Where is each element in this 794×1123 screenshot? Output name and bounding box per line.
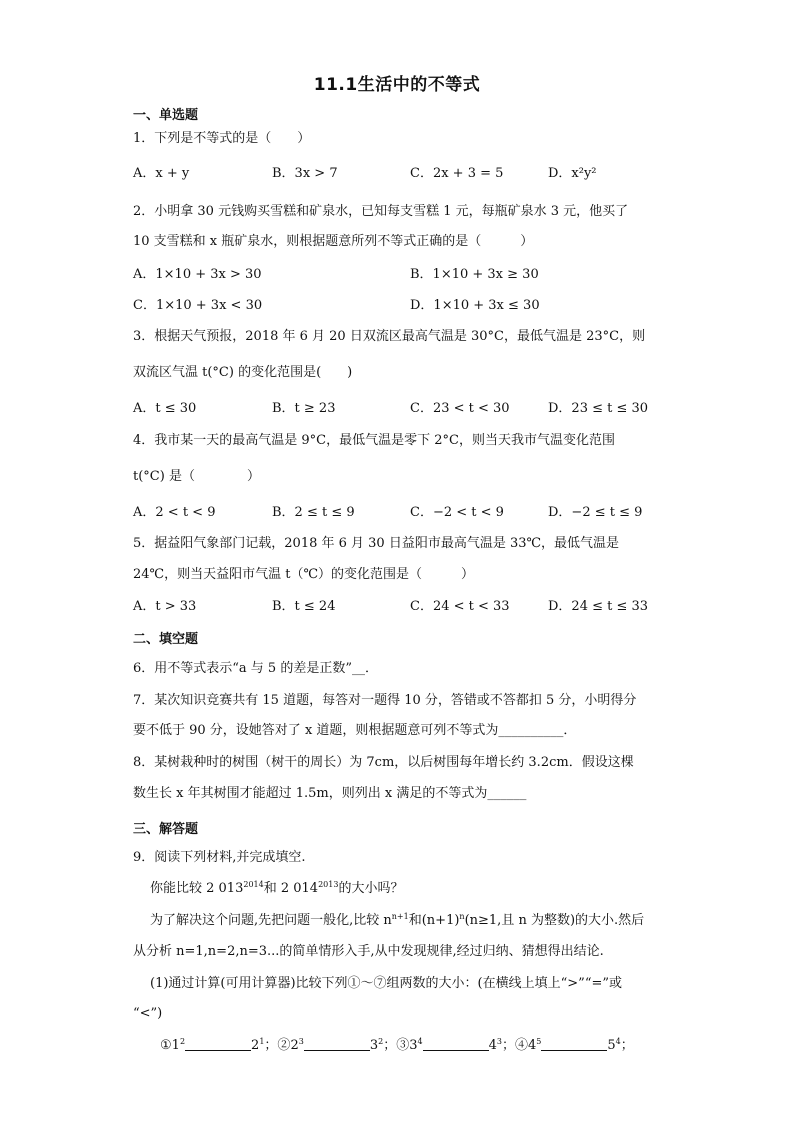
question-5-line-1: 5．据益阳气象部门记载，2018 年 6 月 30 日益阳市最高气温是 33℃，最低气温是 (133, 536, 620, 551)
question-9-line-5: (1)通过计算(可用计算器)比较下列①～⑦组两数的大小：(在横线上填上“>”“=”或 (150, 976, 622, 991)
question-2-option-b: B．1×10 + 3x ≥ 30 (410, 267, 539, 282)
question-2-line-1: 2．小明拿 30 元钱购买雪糕和矿泉水，已知每支雪糕 1 元，每瓶矿泉水 3 元，他买了 (133, 204, 629, 219)
question-1-option-c: C．2x + 3 = 5 (410, 166, 504, 181)
question-5-option-b: B．t ≤ 24 (272, 599, 336, 614)
question-6-line-1: 6．用不等式表示“a 与 5 的差是正数”__． (133, 661, 378, 676)
question-5-line-2: 24℃，则当天益阳市气温 t（℃）的变化范围是（ ） (133, 567, 474, 582)
comparison-pair-4: $④4^5$ $5^4$； (514, 1037, 634, 1053)
question-3-option-d: D．23 ≤ t ≤ 30 (548, 401, 649, 416)
question-2-option-a: A．1×10 + 3x > 30 (133, 267, 262, 282)
section-single-choice: 一、单选题 (133, 108, 199, 123)
question-9-line-2: 你能比较 2 $013^{2014}$和 2 $014^{2013}$的大小吗？ (150, 880, 404, 896)
question-2-line-2: 10 支雪糕和 x 瓶矿泉水，则根据题意所列不等式正确的是（ ） (133, 234, 534, 249)
question-3-line-2: 双流区气温 t(°C) 的变化范围是( ) (133, 365, 353, 380)
question-8-line-1: 8．某树栽种时的树围（树干的周长）为 7cm，以后树围每年增长约 3.2cm．假设这棵 (133, 755, 634, 770)
answer-blank[interactable] (185, 1038, 251, 1051)
question-9-line-3: 为了解决这个问题,先把问题一般化,比较 $n^{n+1}$和$(n+1)^n(n\ge 1$,且 n 为整数)的大小.然后 (150, 912, 645, 928)
question-4-line-2: t(°C) 是（ ） (133, 469, 260, 484)
question-7-line-2: 要不低于 90 分，设她答对了 x 道题，则根据题意可列不等式为__________． (133, 723, 577, 738)
answer-blank[interactable] (423, 1038, 489, 1051)
question-8-line-2: 数生长 x 年其树围才能超过 1.5m，则列出 x 满足的不等式为______ (133, 786, 527, 801)
question-1-stem: 1．下列是不等式的是（ ） (133, 131, 311, 146)
section-fill-in: 二、填空题 (133, 632, 199, 647)
question-7-line-1: 7．某次知识竞赛共有 15 道题，每答对一题得 10 分，答错或不答都扣 5 分，小明得分 (133, 693, 637, 708)
question-4-option-d: D．−2 ≤ t ≤ 9 (548, 505, 643, 520)
question-9-line-1: 9．阅读下列材料,并完成填空. (133, 850, 306, 865)
question-4-option-b: B．2 ≤ t ≤ 9 (272, 505, 355, 520)
question-3-option-c: C．23 < t < 30 (410, 401, 510, 416)
answer-blank[interactable] (541, 1038, 607, 1051)
question-4-option-c: C．−2 < t < 9 (410, 505, 504, 520)
question-3-option-b: B．t ≥ 23 (272, 401, 336, 416)
answer-blank[interactable] (304, 1038, 370, 1051)
question-9-comparison-row (160, 1037, 634, 1055)
question-1-option-d: D．x²y² (548, 166, 597, 181)
question-4-line-1: 4．我市某一天的最高气温是 9°C，最低气温是零下 2°C，则当天我市气温变化范围 (133, 433, 615, 448)
question-9-line-4: 从分析 n=1,n=2,n=3...的简单情形入手,从中发现规律,经过归纳、猜想得出结论. (133, 944, 604, 959)
question-1-option-b: B．3x > 7 (272, 166, 338, 181)
question-1-option-a: A．x + y (133, 166, 190, 181)
question-5-option-c: C．24 < t < 33 (410, 599, 510, 614)
comparison-pair-3: $③3^4$ $4^3$； (396, 1037, 515, 1053)
question-9-line-6: “<”) (133, 1006, 163, 1021)
comparison-pair-2: $②2^3$ $3^2$； (277, 1037, 397, 1053)
page-title: 11.1生活中的不等式 (313, 75, 481, 95)
question-2-option-c: C．1×10 + 3x < 30 (133, 298, 263, 313)
comparison-pair-1: $①1^2$ $2^1$； (160, 1037, 278, 1053)
question-4-option-a: A．2 < t < 9 (133, 505, 216, 520)
question-5-option-a: A．t > 33 (133, 599, 197, 614)
question-3-option-a: A．t ≤ 30 (133, 401, 197, 416)
section-answer: 三、解答题 (133, 822, 199, 837)
question-3-line-1: 3．根据天气预报，2018 年 6 月 20 日双流区最高气温是 30°C，最低气温是 23°C，则 (133, 329, 646, 344)
question-2-option-d: D．1×10 + 3x ≤ 30 (410, 298, 540, 313)
question-5-option-d: D．24 ≤ t ≤ 33 (548, 599, 649, 614)
